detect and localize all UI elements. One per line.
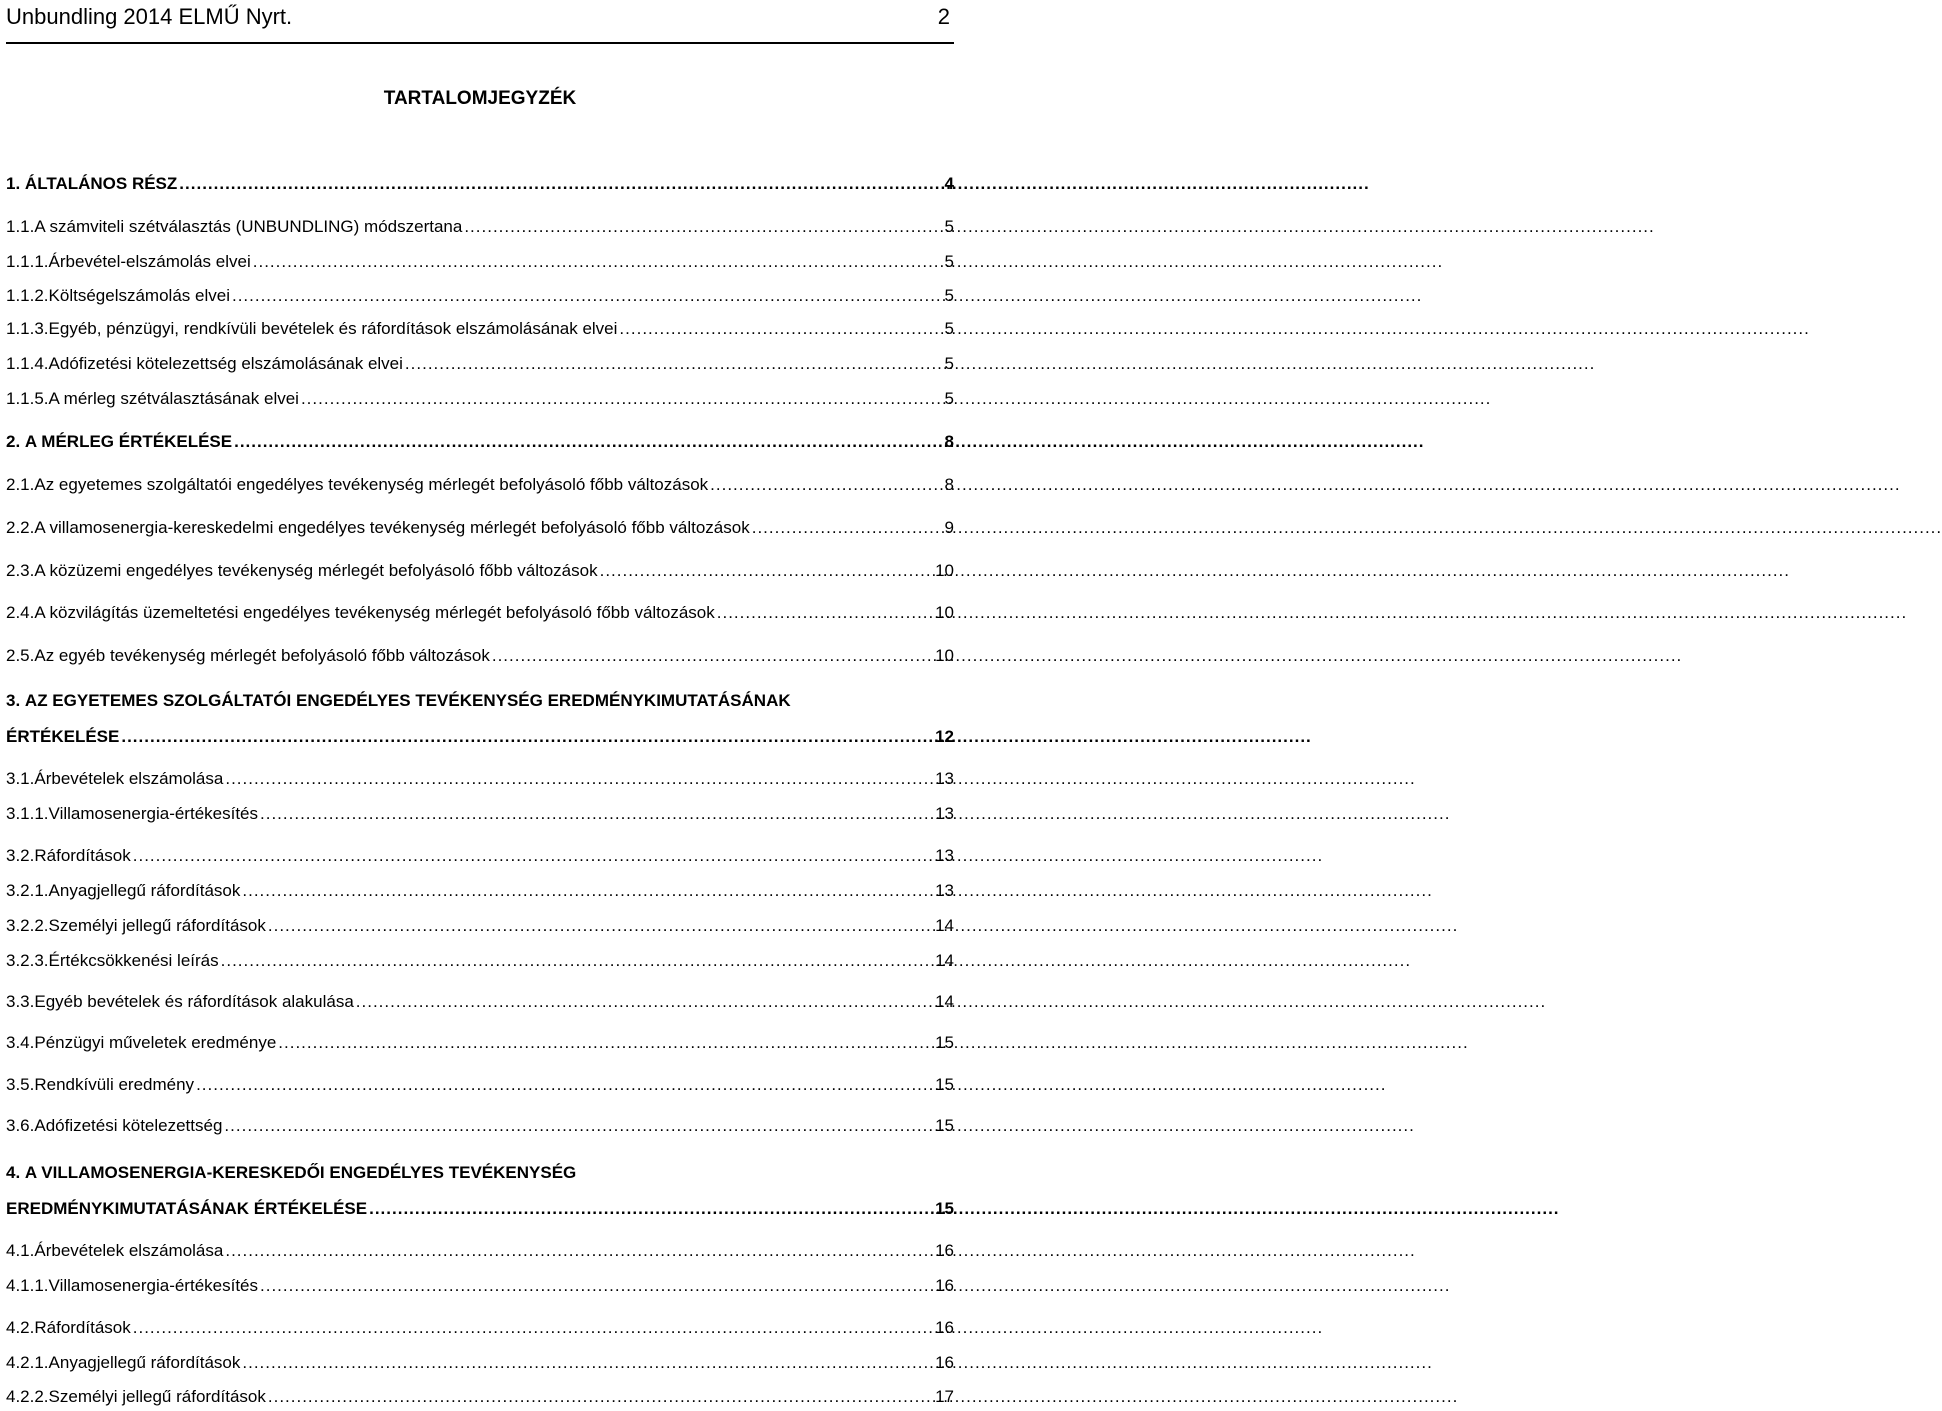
- toc-entry-title: Adófizetési kötelezettség elszámolásának elvei: [48, 354, 403, 373]
- toc-entry-number: 2.1.: [6, 475, 35, 494]
- toc-entry-1-1-4[interactable]: [6, 353, 954, 375]
- toc-entry-title: A mérleg szétválasztásának elvei: [48, 389, 299, 408]
- toc-leader-dots: [260, 803, 933, 825]
- toc-entry-page: 13: [935, 846, 954, 865]
- toc-entry-number: 1.1.: [6, 217, 35, 236]
- toc-entry-number: 1.1.2.: [6, 286, 49, 305]
- toc-entry-1-1-3[interactable]: [6, 318, 954, 340]
- toc-entry-number: 3.: [6, 691, 21, 710]
- toc-entry-page: 5: [944, 252, 954, 271]
- toc-entry-number: 3.2.3.: [6, 951, 49, 970]
- toc-entry-title: Személyi jellegű ráfordítások: [48, 916, 266, 935]
- toc-leader-dots: [600, 560, 933, 582]
- toc-entry-page: 15: [935, 1075, 954, 1094]
- toc-leader-dots: [260, 1275, 933, 1297]
- toc-entry-number: 3.2.2.: [6, 916, 49, 935]
- toc-entry-title-line1: A VILLAMOSENERGIA-KERESKEDŐI ENGEDÉLYES TEVÉKENYSÉG: [24, 1163, 577, 1182]
- toc-entry-4-1[interactable]: [6, 1240, 954, 1262]
- toc-entry-title: A közüzemi engedélyes tevékenység mérlegét befolyásoló főbb változások: [34, 561, 598, 580]
- toc-leader-dots: [253, 251, 943, 273]
- toc-entry-page: 15: [935, 1199, 954, 1218]
- toc-entry-number: 3.4.: [6, 1033, 35, 1052]
- toc-entry-page: 10: [935, 646, 954, 665]
- toc-entry-title: A MÉRLEG ÉRTÉKELÉSE: [24, 432, 233, 451]
- toc-entry-title: Árbevétel-elszámolás elvei: [48, 252, 251, 271]
- toc-entry-number: 3.6.: [6, 1116, 35, 1135]
- toc-entry-title: ÁLTALÁNOS RÉSZ: [24, 174, 178, 193]
- toc-entry-number: 4.2.2.: [6, 1387, 49, 1406]
- toc-entry-title: ÉRTÉKELÉSE: [6, 727, 120, 746]
- toc-leader-dots: [225, 768, 933, 790]
- toc-entry-title: Egyéb bevételek és ráfordítások alakulása: [34, 992, 354, 1011]
- toc-entry-3-5[interactable]: [6, 1074, 954, 1096]
- toc-entry-title: Pénzügyi műveletek eredménye: [34, 1033, 277, 1052]
- toc-leader-dots: [242, 880, 933, 902]
- toc-leader-dots: [301, 388, 943, 410]
- toc-entry-page: 5: [944, 319, 954, 338]
- toc-leader-dots: [225, 1240, 933, 1262]
- toc-entry-page: 15: [935, 1116, 954, 1135]
- toc-entry-title: A villamosenergia-kereskedelmi engedélyes tevékenység mérlegét befolyásoló főbb változások: [34, 518, 750, 537]
- toc-leader-dots: [492, 645, 933, 667]
- toc-entry-page: 16: [935, 1353, 954, 1372]
- toc-entry-4-1-1[interactable]: [6, 1275, 954, 1297]
- toc-entry-page: 16: [935, 1276, 954, 1295]
- toc-entry-title: Ráfordítások: [34, 846, 131, 865]
- toc-entry-number: 4.1.: [6, 1241, 35, 1260]
- header-divider: [6, 42, 954, 44]
- toc-entry-2-4[interactable]: [6, 602, 954, 624]
- toc-entry-number: 2.2.: [6, 518, 35, 537]
- toc-entry-4-2-1[interactable]: [6, 1352, 954, 1374]
- toc-entry-title: A számviteli szétválasztás (UNBUNDLING) módszertana: [34, 217, 463, 236]
- toc-entry-title-line1: AZ EGYETEMES SZOLGÁLTATÓI ENGEDÉLYES TEVÉKENYSÉG EREDMÉNYKIMUTATÁSÁNAK: [24, 691, 791, 710]
- toc-entry-page: 14: [935, 916, 954, 935]
- toc-entry-number: 3.1.1.: [6, 804, 49, 823]
- toc-entry-page: 4: [944, 174, 954, 193]
- toc-entry-number: 3.1.: [6, 769, 35, 788]
- toc-entry-page: 15: [935, 1033, 954, 1052]
- toc-leader-dots: [221, 950, 933, 972]
- toc-leader-dots: [224, 1115, 933, 1137]
- toc-entry-title: Egyéb, pénzügyi, rendkívüli bevételek és ráfordítások elszámolásának elvei: [48, 319, 618, 338]
- toc-entry-title: Személyi jellegű ráfordítások: [48, 1387, 266, 1406]
- toc-entry-2[interactable]: [6, 431, 954, 453]
- toc-entry-number: 4.2.: [6, 1318, 35, 1337]
- toc-entry-3[interactable]: [6, 690, 954, 748]
- toc-leader-dots: [179, 173, 942, 195]
- toc-leader-dots: [369, 1198, 933, 1220]
- toc-entry-page: 16: [935, 1241, 954, 1260]
- toc-entry-page: 5: [944, 217, 954, 236]
- toc-entry-number: 1.1.1.: [6, 252, 49, 271]
- toc-entry-3-1[interactable]: [6, 768, 954, 790]
- toc-entry-3-1-1[interactable]: [6, 803, 954, 825]
- toc-entry-number: 4.2.1.: [6, 1353, 49, 1372]
- toc-entry-number: 1.1.3.: [6, 319, 49, 338]
- toc-entry-number: 4.: [6, 1163, 21, 1182]
- toc-entry-4-2-2[interactable]: [6, 1386, 954, 1408]
- toc-entry-1-1-2[interactable]: [6, 285, 954, 307]
- toc-entry-title: Az egyetemes szolgáltatói engedélyes tevékenység mérlegét befolyásoló főbb változások: [34, 475, 709, 494]
- toc-leader-dots: [234, 431, 942, 453]
- toc-leader-dots: [196, 1074, 933, 1096]
- toc-leader-dots: [232, 285, 943, 307]
- toc-entry-1-1-5[interactable]: [6, 388, 954, 410]
- toc-leader-dots: [717, 602, 933, 624]
- toc-entry-page: 14: [935, 951, 954, 970]
- toc-entry-title: Ráfordítások: [34, 1318, 131, 1337]
- toc-entry-page: 13: [935, 804, 954, 823]
- toc-entry-3-2-3[interactable]: [6, 950, 954, 972]
- toc-entry-title: Anyagjellegű ráfordítások: [48, 1353, 241, 1372]
- toc-entry-number: 4.1.1.: [6, 1276, 49, 1295]
- toc-entry-number: 3.3.: [6, 992, 35, 1011]
- toc-entry-page: 5: [944, 286, 954, 305]
- toc-entry-title: Értékcsökkenési leírás: [48, 951, 219, 970]
- toc-entry-3-4[interactable]: [6, 1032, 954, 1054]
- toc-leader-dots: [242, 1352, 933, 1374]
- toc-entry-number: 3.5.: [6, 1075, 35, 1094]
- toc-entry-2-5[interactable]: [6, 645, 954, 667]
- toc-leader-dots: [356, 991, 933, 1013]
- toc-entry-4-2[interactable]: [6, 1317, 954, 1339]
- toc-entry-title: Anyagjellegű ráfordítások: [48, 881, 241, 900]
- toc-entry-number: 3.2.1.: [6, 881, 49, 900]
- toc-entry-title: Villamosenergia-értékesítés: [48, 804, 259, 823]
- document-header-title: Unbundling 2014 ELMŰ Nyrt.: [6, 4, 293, 29]
- toc-heading: TARTALOMJEGYZÉK: [383, 88, 577, 109]
- toc-entry-2-1[interactable]: [6, 474, 954, 496]
- toc-leader-dots: [268, 915, 933, 937]
- toc-entry-number: 2.5.: [6, 646, 35, 665]
- toc-entry-page: 17: [935, 1387, 954, 1406]
- toc-entry-page: 13: [935, 769, 954, 788]
- toc-entry-number: 2.: [6, 432, 21, 451]
- toc-leader-dots: [133, 1317, 933, 1339]
- toc-entry-title: A közvilágítás üzemeltetési engedélyes tevékenység mérlegét befolyásoló főbb változások: [34, 603, 715, 622]
- toc-entry-number: 3.2.: [6, 846, 35, 865]
- toc-leader-dots: [133, 845, 933, 867]
- toc-entry-page: 14: [935, 992, 954, 1011]
- toc-entry-title: Adófizetési kötelezettség: [34, 1116, 223, 1135]
- toc-leader-dots: [619, 318, 942, 340]
- toc-entry-3-2[interactable]: [6, 845, 954, 867]
- toc-entry-page: 5: [944, 389, 954, 408]
- toc-entry-3-2-1[interactable]: [6, 880, 954, 902]
- toc-entry-number: 1.1.4.: [6, 354, 49, 373]
- toc-entry-number: 1.: [6, 174, 21, 193]
- toc-entry-title: EREDMÉNYKIMUTATÁSÁNAK ÉRTÉKELÉSE: [6, 1199, 368, 1218]
- toc-entry-title: Költségelszámolás elvei: [48, 286, 230, 305]
- toc-entry-1-1-1[interactable]: [6, 251, 954, 273]
- toc-entry-number: 2.4.: [6, 603, 35, 622]
- toc-leader-dots: [268, 1386, 933, 1408]
- toc-entry-number: 2.3.: [6, 561, 35, 580]
- toc-leader-dots: [710, 474, 942, 496]
- toc-leader-dots: [278, 1032, 933, 1054]
- toc-entry-page: 8: [944, 432, 954, 451]
- toc-entry-2-3[interactable]: [6, 560, 954, 582]
- toc-entry-title: Árbevételek elszámolása: [34, 769, 224, 788]
- toc-entry-number: 1.1.5.: [6, 389, 49, 408]
- toc-entry-page: 8: [944, 475, 954, 494]
- toc-entry-title: Az egyéb tevékenység mérlegét befolyásoló főbb változások: [34, 646, 490, 665]
- toc-entry-page: 16: [935, 1318, 954, 1337]
- toc-leader-dots: [464, 216, 942, 238]
- toc-entry-3-6[interactable]: [6, 1115, 954, 1137]
- toc-entry-page: 12: [935, 727, 954, 746]
- toc-leader-dots: [752, 517, 943, 539]
- toc-entry-title: Rendkívüli eredmény: [34, 1075, 195, 1094]
- toc-entry-page: 13: [935, 881, 954, 900]
- toc-entry-1[interactable]: [6, 173, 954, 195]
- toc-entry-2-2[interactable]: [6, 517, 954, 539]
- toc-entry-3-2-2[interactable]: [6, 915, 954, 937]
- toc-entry-title: Villamosenergia-értékesítés: [48, 1276, 259, 1295]
- toc-entry-1-1[interactable]: [6, 216, 954, 238]
- toc-entry-page: 10: [935, 561, 954, 580]
- toc-leader-dots: [405, 353, 943, 375]
- toc-entry-page: 5: [944, 354, 954, 373]
- toc-leader-dots: [121, 726, 933, 748]
- toc-entry-page: 9: [944, 518, 954, 537]
- toc-entry-4[interactable]: [6, 1162, 954, 1220]
- toc-entry-title: Árbevételek elszámolása: [34, 1241, 224, 1260]
- page-number: 2: [937, 4, 950, 29]
- toc-entry-3-3[interactable]: [6, 991, 954, 1013]
- toc-entry-page: 10: [935, 603, 954, 622]
